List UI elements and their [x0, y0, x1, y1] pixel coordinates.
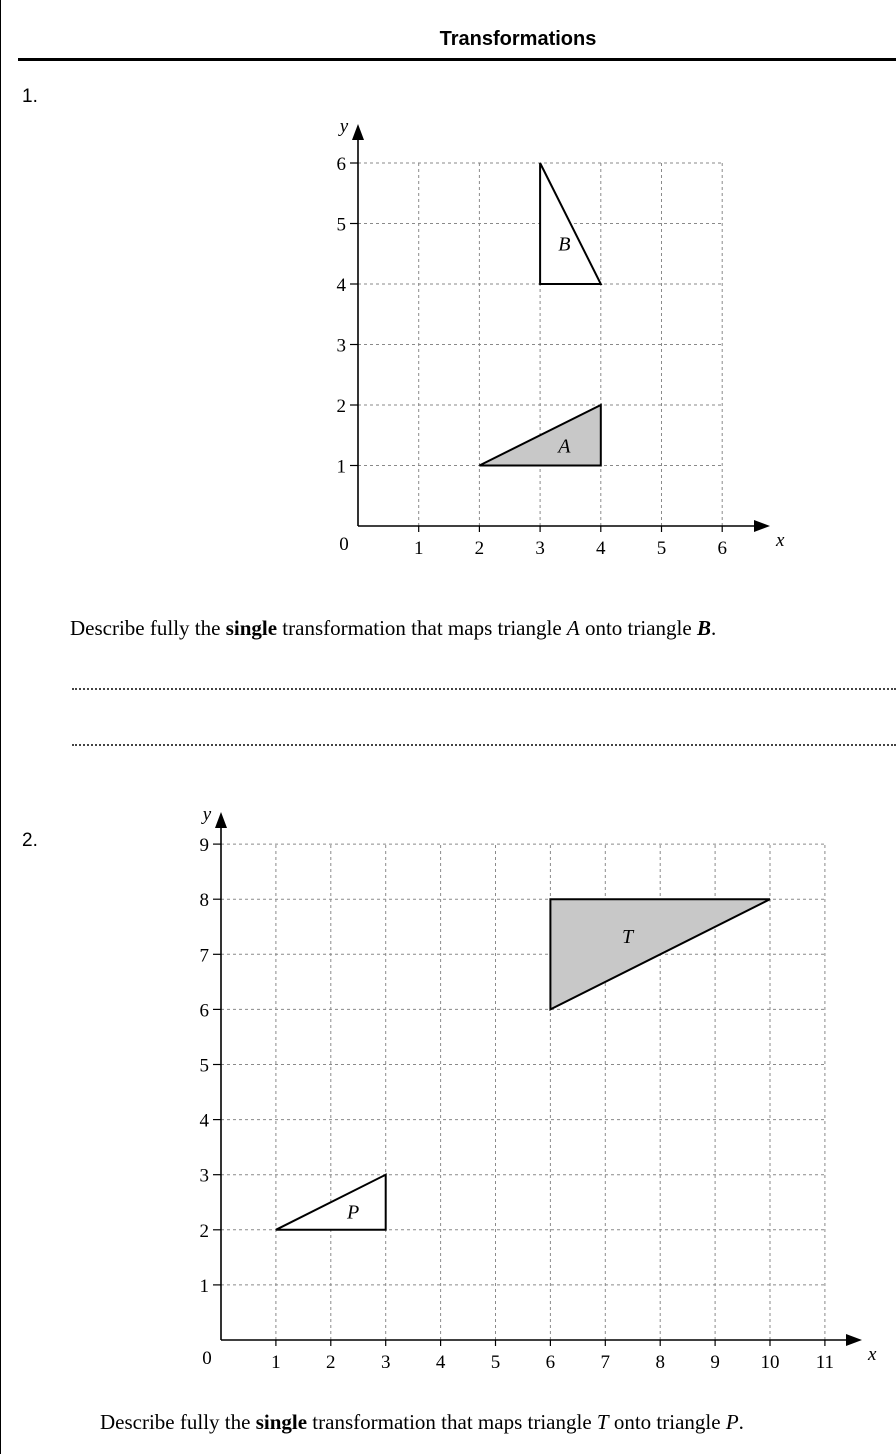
prompt-bold-word: single [225, 616, 278, 640]
y-tick-label: 2 [199, 1220, 209, 1242]
y-tick-label: 1 [336, 456, 346, 478]
x-axis-arrow [846, 1334, 862, 1346]
prompt-text: . [738, 1410, 744, 1434]
prompt-text: transformation that maps triangle [307, 1410, 597, 1434]
prompt-text: onto triangle [608, 1410, 726, 1434]
y-tick-label: 8 [199, 890, 209, 912]
y-axis-label: y [202, 804, 212, 825]
y-tick-label: 6 [199, 1000, 209, 1022]
prompt-triangle-to: B [696, 616, 711, 640]
triangle-label-p: P [346, 1201, 360, 1224]
y-tick-label: 3 [336, 335, 346, 357]
origin-label: 0 [202, 1348, 212, 1369]
x-tick-label: 1 [271, 1352, 281, 1373]
question-2-prompt [100, 1410, 744, 1435]
x-tick-label: 2 [474, 538, 485, 559]
question-1-number: 1. [22, 86, 38, 107]
x-tick-label: 2 [326, 1352, 336, 1373]
x-tick-label: 10 [760, 1352, 780, 1373]
prompt-triangle-from: A [566, 616, 580, 640]
x-tick-label: 5 [656, 538, 667, 559]
x-tick-label: 3 [380, 1352, 391, 1373]
prompt-text: transformation that maps triangle [277, 616, 567, 640]
x-tick-label: 4 [596, 538, 606, 559]
x-axis-label: x [776, 530, 785, 551]
triangle-label-b: B [558, 233, 571, 256]
y-tick-label: 2 [336, 396, 346, 417]
x-tick-label: 9 [710, 1352, 720, 1373]
triangle-label-a: A [558, 435, 571, 458]
y-tick-label: 5 [199, 1055, 209, 1077]
prompt-triangle-to: P [725, 1410, 739, 1434]
question-2-number: 2. [22, 830, 38, 851]
origin-label: 0 [339, 534, 349, 555]
x-tick-label: 11 [815, 1352, 835, 1373]
x-tick-label: 8 [655, 1352, 665, 1373]
y-tick-label: 3 [199, 1165, 209, 1187]
prompt-text: Describe fully the [70, 616, 226, 640]
y-tick-label: 9 [199, 835, 209, 857]
prompt-triangle-from: T [596, 1410, 609, 1434]
x-tick-label: 6 [717, 538, 727, 559]
x-tick-label: 3 [535, 538, 545, 559]
prompt-text: Describe fully the [100, 1410, 256, 1434]
x-tick-label: 7 [600, 1352, 611, 1373]
x-tick-label: 4 [435, 1352, 446, 1373]
y-tick-label: 1 [199, 1275, 209, 1297]
x-axis-label: x [868, 1344, 877, 1365]
prompt-bold-word: single [255, 1410, 308, 1434]
y-axis-arrow [215, 812, 227, 828]
y-tick-label: 7 [199, 945, 209, 967]
triangle-label-t: T [622, 925, 634, 948]
x-tick-label: 6 [545, 1352, 556, 1373]
y-tick-label: 4 [336, 275, 346, 296]
y-tick-label: 6 [336, 154, 346, 175]
y-tick-label: 4 [199, 1110, 209, 1132]
page-title: Transformations [439, 28, 597, 50]
y-axis-label: y [339, 116, 349, 137]
prompt-text: onto triangle [579, 616, 697, 640]
y-tick-label: 5 [336, 214, 346, 236]
x-tick-label: 1 [413, 538, 424, 559]
x-tick-label: 5 [490, 1352, 501, 1373]
prompt-text: . [710, 616, 717, 640]
